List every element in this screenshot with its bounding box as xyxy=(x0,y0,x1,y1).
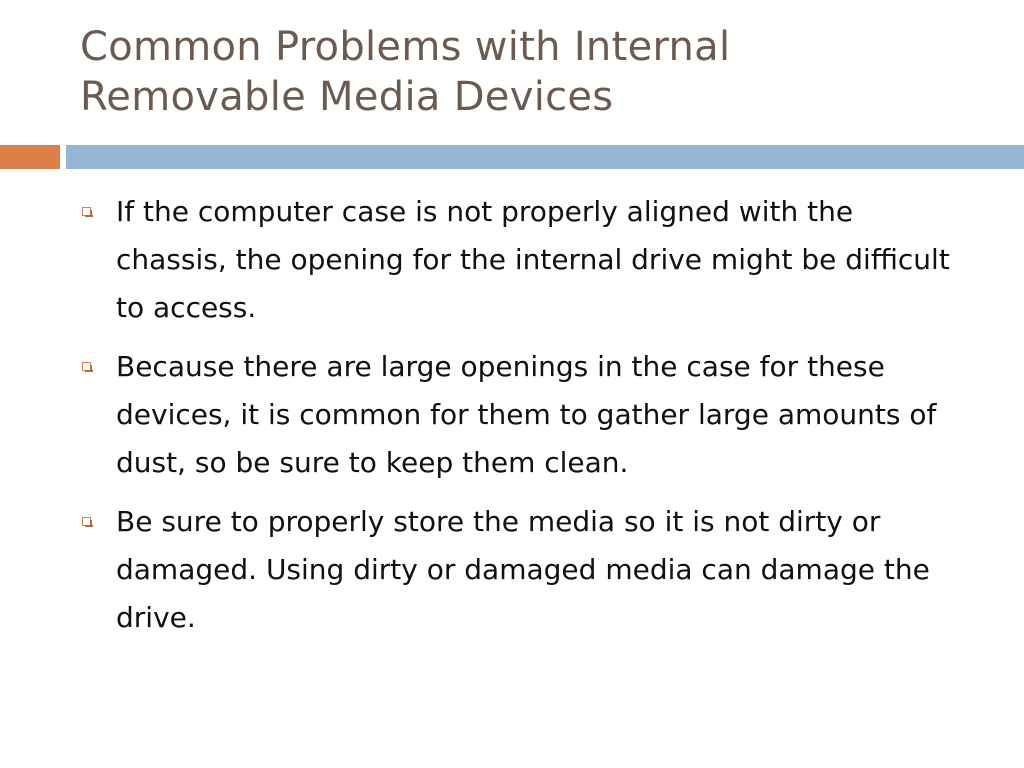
bullet-list xyxy=(82,188,962,653)
square-bullet-icon xyxy=(82,362,91,371)
slide-title xyxy=(80,22,980,122)
square-bullet-icon xyxy=(82,517,91,526)
blue-accent-bar xyxy=(66,145,1024,169)
bullet-item xyxy=(82,498,962,642)
bullet-item xyxy=(82,188,962,332)
slide-title-line-2: Removable Media Devices xyxy=(80,74,614,120)
slide-title-line-1: Common Problems with Internal xyxy=(80,24,731,70)
square-bullet-icon xyxy=(82,207,91,216)
orange-accent-bar xyxy=(0,145,60,169)
bullet-text: Because there are large openings in the case for these devices, it is common for them to gather large amounts of dust, so be sure to keep them clean. xyxy=(116,350,937,479)
bullet-item xyxy=(82,343,962,487)
bullet-text: If the computer case is not properly aligned with the chassis, the opening for the internal drive might be difficult to access. xyxy=(116,195,950,324)
bullet-text: Be sure to properly store the media so it is not dirty or damaged. Using dirty or damaged media can damage the drive. xyxy=(116,505,930,634)
